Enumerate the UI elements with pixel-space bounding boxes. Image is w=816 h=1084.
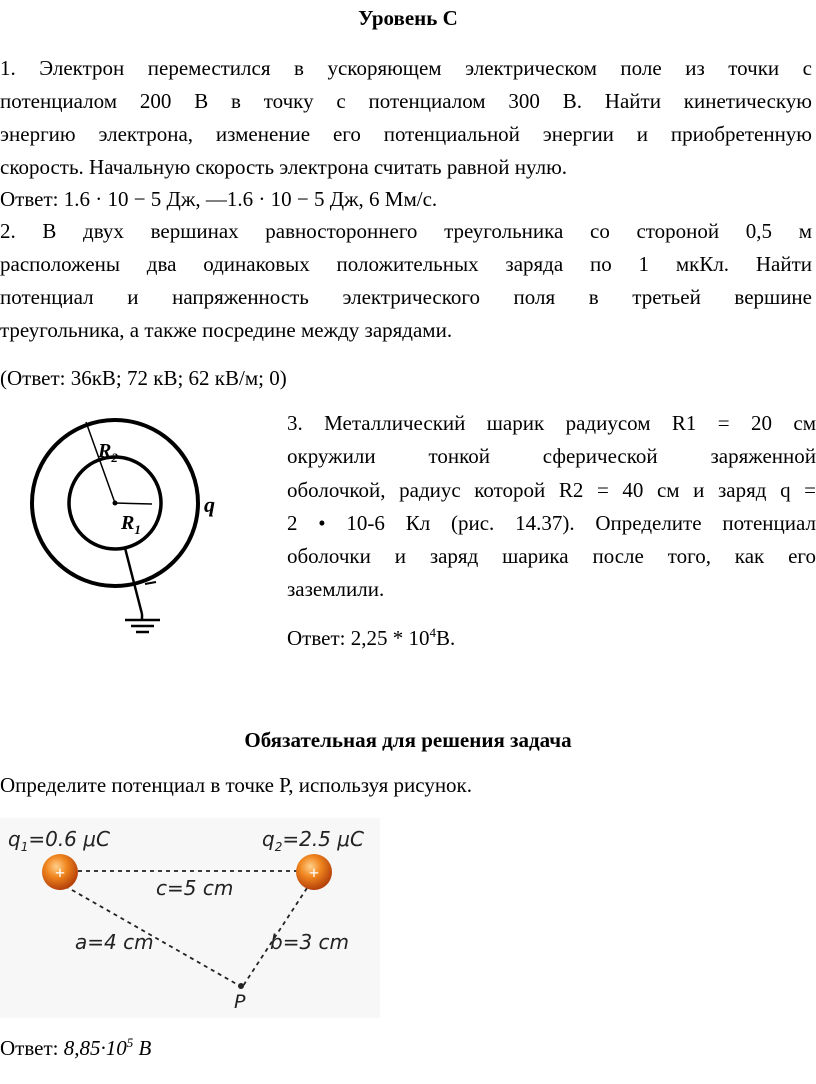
point-p: [238, 983, 244, 989]
c-label: c=5 cm: [156, 876, 234, 900]
problem-2-line: треугольника, а также посредине между зарядами.: [0, 318, 453, 342]
p-label: P: [234, 991, 246, 1013]
q2-label: $q_2=2.5$ μC: [262, 827, 364, 854]
problem-1-line: 1. Электрон переместился в ускоряющем электрическом поле из точки с: [0, 56, 812, 80]
problem-2-line: расположены два одинаковых положительных заряда по 1 мкКл. Найти: [0, 252, 812, 276]
mandatory-answer: Ответ: $8,85\cdot 10^5$ B: [0, 1035, 152, 1060]
problem-3-line: оболочкой, радиус которой R2 = 40 см и заряд q =: [287, 478, 816, 502]
problem-1-line: потенциалом 200 В в точку с потенциалом 300 В. Найти кинетическую: [0, 89, 812, 113]
a-label: a=4 cm: [75, 930, 154, 954]
center-point: [113, 501, 118, 506]
charges-figure: [0, 818, 380, 1018]
problem-2-line: 2. В двух вершинах равностороннего треугольника со стороной 0,5 м: [0, 219, 812, 243]
problem-2-line: потенциал и напряженность электрического поля в третьей вершине: [0, 285, 812, 309]
problem-3-line: 3. Металлический шарик радиусом R1 = 20 см: [287, 411, 816, 435]
page-title: Уровень С: [358, 6, 458, 30]
problem-3-line: окружили тонкой сферической заряженной: [287, 444, 816, 468]
label-q: q: [204, 492, 215, 517]
mandatory-text: Определите потенциал в точке Р, используя рисунок.: [0, 773, 473, 797]
plus-sign: +: [308, 863, 320, 883]
wire-tick: [145, 582, 156, 584]
problem-1-line: скорость. Начальную скорость электрона считать равной нулю.: [0, 155, 568, 179]
plus-sign: +: [54, 863, 66, 883]
b-label: b=3 cm: [270, 930, 350, 954]
radius-r1-line: [115, 503, 152, 504]
label-r2: $R_2$: [98, 440, 118, 465]
problem-1-line: энергию электрона, изменение его потенциальной энергии и приобретенную: [0, 122, 812, 146]
problem-3-line: 2 • 10-6 Кл (рис. 14.37). Определите потенциал: [287, 511, 816, 535]
spheres-figure: [20, 412, 250, 652]
label-r1: $R_1$: [121, 512, 141, 537]
q1-label: $q_1=0.6$ μC: [8, 827, 110, 854]
problem-1-answer: Ответ: 1.6 · 10 − 5 Дж, —1.6 · 10 − 5 Дж, 6 Мм/с.: [0, 187, 438, 211]
problem-3-line: оболочки и заряд шарика после того, как его: [287, 544, 816, 568]
problem-2-answer: (Ответ: 36кВ; 72 кВ; 62 кВ/м; 0): [0, 366, 287, 390]
problem-3-answer: Ответ: $2,25 * 10^4В$.: [287, 625, 456, 650]
mandatory-title: Обязательная для решения задача: [244, 728, 572, 752]
problem-3-line: заземлили.: [287, 577, 385, 601]
